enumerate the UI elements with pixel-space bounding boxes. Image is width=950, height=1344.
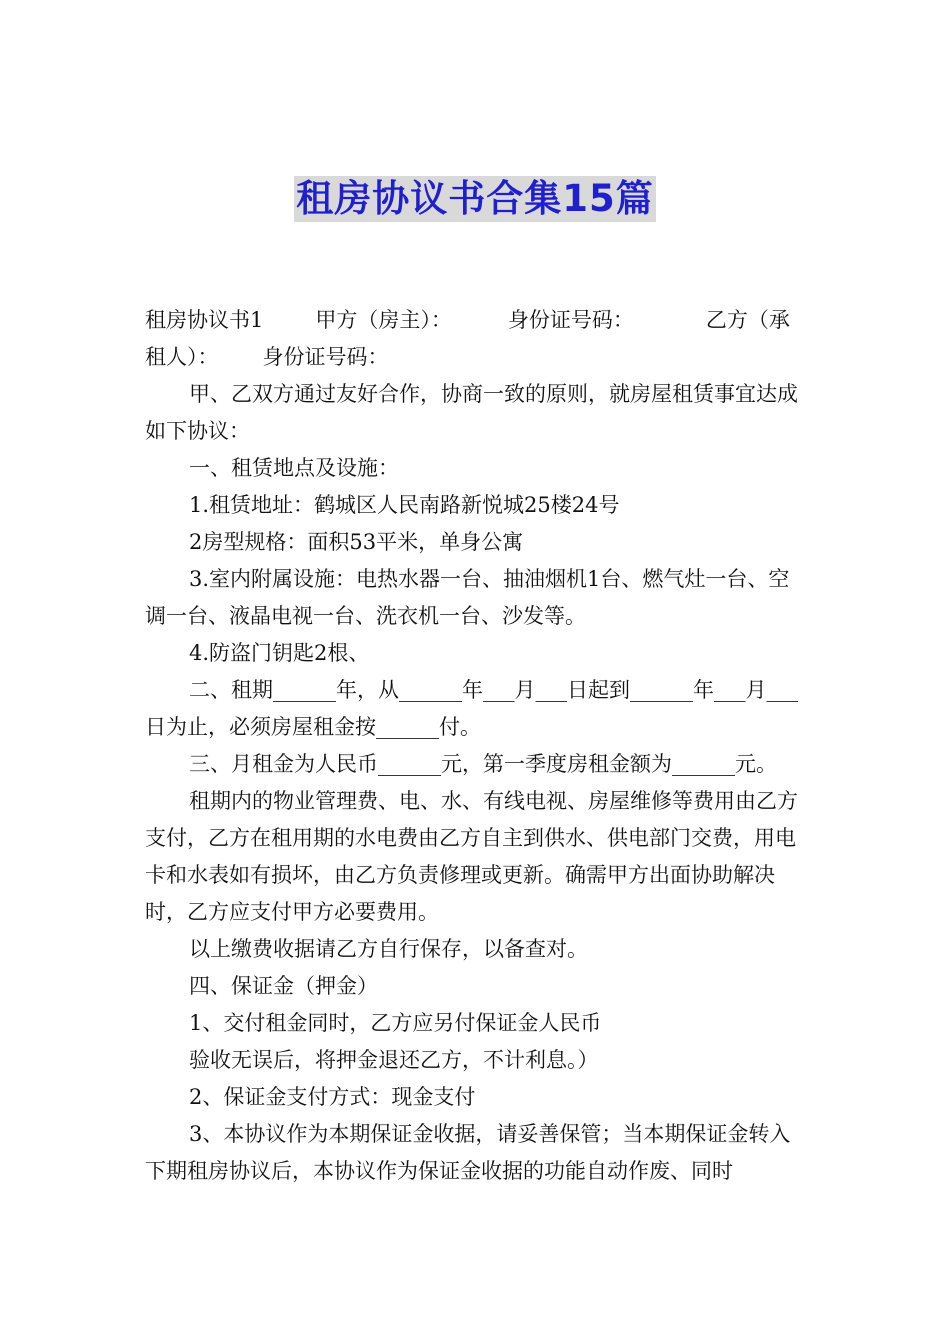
party-a-label: 甲方（房主）： [315,308,452,332]
header-line-1 [145,302,810,339]
paragraph-receipts: 以上缴费收据请乙方自行保存，以备查对。 [189,937,588,961]
clause-4-2: 2、保证金支付方式：现金支付 [189,1085,476,1109]
clause-1-2: 2房型规格：面积53平米，单身公寓 [189,530,524,554]
paragraph-intro: 甲、乙双方通过友好合作，协商一致的原则，就房屋租赁事宜达成如下协议： [145,382,798,443]
header-line-2 [145,339,810,376]
section-2-term: 二、租期______年，从______年___月___日起到______年___月___日为止，必须房屋租金按______付。 [145,678,798,739]
party-b-label-start: 乙方（承 [705,308,790,332]
section-3-rent: 三、月租金为人民币______元，第一季度房租金额为______元。 [189,752,777,776]
title-container [0,176,950,222]
section-4-deposit: 四、保证金（押金） [189,974,378,998]
clause-4-1: 1、交付租金同时，乙方应另付保证金人民币 [189,1011,602,1035]
party-b-id-label: 身份证号码： [262,345,389,369]
clause-1-3: 3.室内附属设施：电热水器一台、抽油烟机1台、燃气灶一台、空调一台、液晶电视一台、洗衣机一台、沙发等。 [145,567,790,628]
clause-1-4: 4.防盗门钥匙2根、 [189,641,370,665]
clause-4-3: 3、本协议作为本期保证金收据，请妥善保管；当本期保证金转入下期租房协议后，本协议作为保证金收据的功能自动作废、同时 [145,1122,791,1183]
party-b-label-end: 租人）： [145,345,219,369]
document-body [145,302,810,1190]
document-title: 租房协议书合集15篇 [296,177,654,220]
clause-1-1: 1.租赁地址：鹤城区人民南路新悦城25楼24号 [189,493,620,517]
clause-4-1-cont: 验收无误后，将押金退还乙方，不计利息。） [189,1048,599,1072]
party-a-id-label: 身份证号码： [507,308,634,332]
agreement-number: 租房协议书1 [145,308,264,332]
section-1-heading: 一、租赁地点及设施： [189,456,399,480]
paragraph-fees: 租期内的物业管理费、电、水、有线电视、房屋维修等费用由乙方支付，乙方在租用期的水电费由乙方自主到供水、供电部门交费，用电卡和水表如有损坏，由乙方负责修理或更新。确需甲方出面协助解决时，乙方应支付甲方必要费用。 [145,789,798,924]
